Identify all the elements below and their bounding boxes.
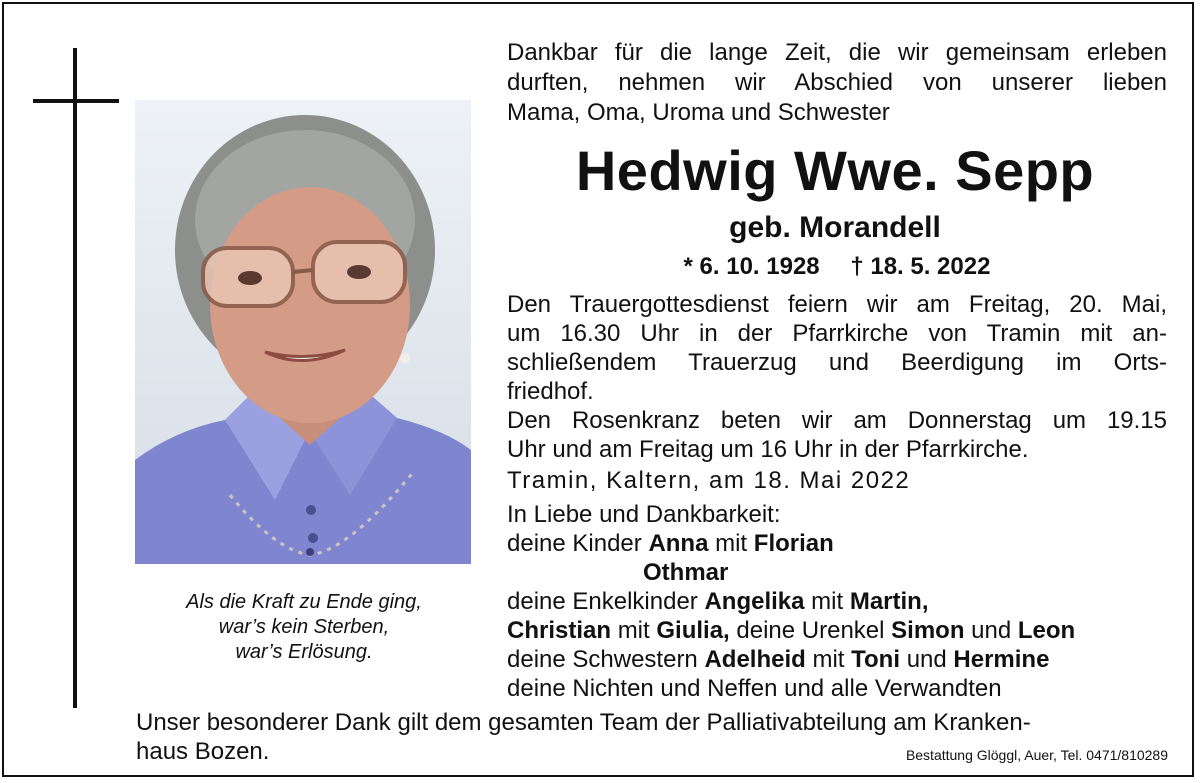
quote-line: Als die Kraft zu Ende ging, <box>186 591 422 613</box>
family-name: Othmar <box>643 559 729 586</box>
family-name: Giulia, <box>656 617 730 644</box>
family-sisters <box>507 645 1049 674</box>
service-line: schließendem Trauerzug und Beerdigung im Orts- <box>507 349 1167 376</box>
cross-icon <box>73 48 77 708</box>
thanks-line: haus Bozen. <box>136 738 270 765</box>
service-line: Den Trauergottesdienst feiern wir am Freitag, 20. Mai, <box>507 291 1167 318</box>
family-name: Angelika <box>704 588 805 615</box>
family-name: Simon <box>891 617 965 644</box>
family-children <box>507 529 834 558</box>
death-date: † 18. 5. 2022 <box>850 253 991 280</box>
deceased-name: Hedwig Wwe. Sepp <box>575 139 1095 202</box>
family-connector: und <box>971 617 1012 644</box>
family-label: deine Urenkel <box>736 617 885 644</box>
service-line: Den Rosenkranz beten wir am Donnerstag um 19.15 <box>507 407 1167 434</box>
intro-text <box>507 38 1167 128</box>
dedication: In Liebe und Dankbarkeit: <box>507 501 781 528</box>
family-children-2 <box>643 558 728 587</box>
thanks-line: Unser besonderer Dank gilt dem gesamten Team der Palliativabteilung am Kranken- <box>136 709 1031 736</box>
intro-line: durften, nehmen wir Abschied von unserer lieben <box>507 69 1167 96</box>
family-name: Adelheid <box>704 646 806 673</box>
family-name: Toni <box>851 646 901 673</box>
quote-line: war’s kein Sterben, <box>218 616 390 638</box>
family-name: Anna <box>648 530 709 557</box>
cross-icon-bar <box>33 99 119 103</box>
family-connector: mit <box>715 530 748 557</box>
service-line: um 16.30 Uhr in der Pfarrkirche von Tramin mit an- <box>507 320 1167 347</box>
birth-date: * 6. 10. 1928 <box>683 253 820 280</box>
undertaker-info: Bestattung Glöggl, Auer, Tel. 0471/810289 <box>905 747 1168 763</box>
family-connector: mit <box>812 646 845 673</box>
portrait-photo <box>135 100 471 564</box>
family-label: deine Schwestern <box>507 646 698 673</box>
service-info <box>507 290 1167 464</box>
family-relatives: deine Nichten und Neffen und alle Verwandten <box>507 675 1002 702</box>
family-grandchildren <box>507 587 929 616</box>
family-name: Leon <box>1017 617 1076 644</box>
family-connector: mit <box>811 588 844 615</box>
family-name: Hermine <box>953 646 1050 673</box>
birth-name: geb. Morandell <box>729 211 941 244</box>
place-date: Tramin, Kaltern, am 18. Mai 2022 <box>507 467 911 494</box>
family-name: Martin, <box>849 588 929 615</box>
service-line: Uhr und am Freitag um 16 Uhr in der Pfarrkirche. <box>507 436 1029 463</box>
quote-line: war’s Erlösung. <box>235 641 373 663</box>
intro-line: Mama, Oma, Uroma und Schwester <box>507 99 890 126</box>
family-label: deine Enkelkinder <box>507 588 698 615</box>
family-connector: mit <box>617 617 650 644</box>
life-dates <box>507 252 1167 282</box>
memorial-quote <box>136 590 472 665</box>
family-name: Florian <box>753 530 834 557</box>
intro-line: Dankbar für die lange Zeit, die wir gemeinsam erleben <box>507 39 1167 66</box>
family-grandchildren-2 <box>507 616 1075 645</box>
family-label: deine Kinder <box>507 530 642 557</box>
family-connector: und <box>906 646 947 673</box>
family-name: Christian <box>507 617 612 644</box>
service-line: friedhof. <box>507 378 594 405</box>
